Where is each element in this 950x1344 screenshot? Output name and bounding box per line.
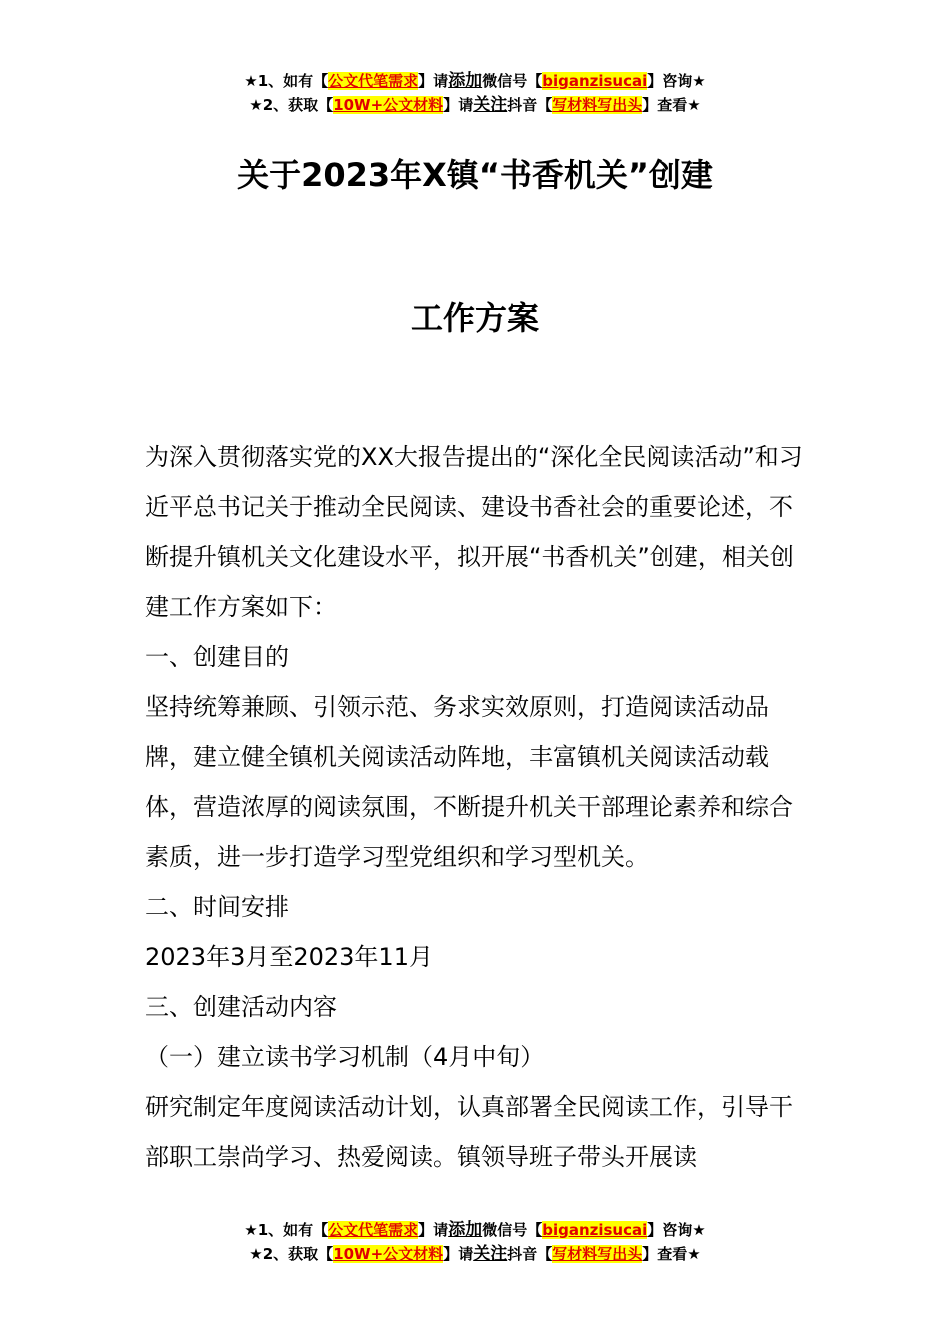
banner-text: 】咨询★: [647, 1221, 706, 1239]
banner-text: 】请: [418, 72, 449, 90]
footer-banner: [0, 1218, 950, 1266]
banner-text: 】请: [443, 96, 474, 114]
banner-line-2: [0, 1242, 950, 1266]
paragraph: 2023年3月至2023年11月: [145, 943, 433, 971]
banner-highlight: 公文代笔需求: [328, 1221, 419, 1239]
banner-underline: 关注: [473, 1244, 508, 1264]
banner-text: 】查看★: [642, 1245, 701, 1263]
banner-text: 】查看★: [642, 96, 701, 114]
banner-highlight: 写材料写出头: [552, 1245, 643, 1263]
document-title-line-2: 工作方案: [410, 299, 539, 337]
section-heading: 三、创建活动内容: [145, 993, 337, 1021]
banner-text: 微信号【: [482, 1221, 543, 1239]
document-title: 关于2023年X镇“书香机关”创建: [237, 156, 713, 194]
banner-text: ★1、如有【: [244, 1221, 329, 1239]
header-banner: [0, 69, 950, 117]
banner-highlight: 10W+公文材料: [333, 96, 444, 114]
banner-text: ★2、获取【: [249, 1245, 334, 1263]
paragraph: 研究制定年度阅读活动计划，认真部署全民阅读工作，引导干部职工崇尚学习、热爱阅读。镇领导班子带头开展读: [145, 1093, 793, 1171]
banner-text: 】请: [443, 1245, 474, 1263]
banner-highlight: 公文代笔需求: [328, 72, 419, 90]
document-body: [145, 432, 815, 1182]
banner-text: 抖音【: [507, 96, 553, 114]
banner-underline: 添加: [448, 1220, 483, 1240]
banner-line-1: [0, 1218, 950, 1242]
banner-text: 】请: [418, 1221, 449, 1239]
banner-line-1: [0, 69, 950, 93]
banner-underline: 添加: [448, 71, 483, 91]
banner-text: ★1、如有【: [244, 72, 329, 90]
banner-highlight: 10W+公文材料: [333, 1245, 444, 1263]
banner-text: 抖音【: [507, 1245, 553, 1263]
banner-highlight: biganzisucai: [542, 72, 648, 90]
banner-highlight: biganzisucai: [542, 1221, 648, 1239]
banner-text: 】咨询★: [647, 72, 706, 90]
paragraph: 为深入贯彻落实党的XX大报告提出的“深化全民阅读活动”和习近平总书记关于推动全民阅读、建设书香社会的重要论述，不断提升镇机关文化建设水平，拟开展“书香机关”创建，相关创建工作方案如下：: [145, 443, 803, 621]
banner-line-2: [0, 93, 950, 117]
subsection-heading: （一）建立读书学习机制（4月中旬）: [145, 1043, 545, 1071]
section-heading: 二、时间安排: [145, 893, 289, 921]
banner-underline: 关注: [473, 95, 508, 115]
section-heading: 一、创建目的: [145, 643, 289, 671]
banner-text: ★2、获取【: [249, 96, 334, 114]
banner-highlight: 写材料写出头: [552, 96, 643, 114]
paragraph: 坚持统筹兼顾、引领示范、务求实效原则，打造阅读活动品牌，建立健全镇机关阅读活动阵地，丰富镇机关阅读活动载体，营造浓厚的阅读氛围，不断提升机关干部理论素养和综合素质，进一步打造学习型党组织和学习型机关。: [145, 693, 793, 871]
banner-text: 微信号【: [482, 72, 543, 90]
